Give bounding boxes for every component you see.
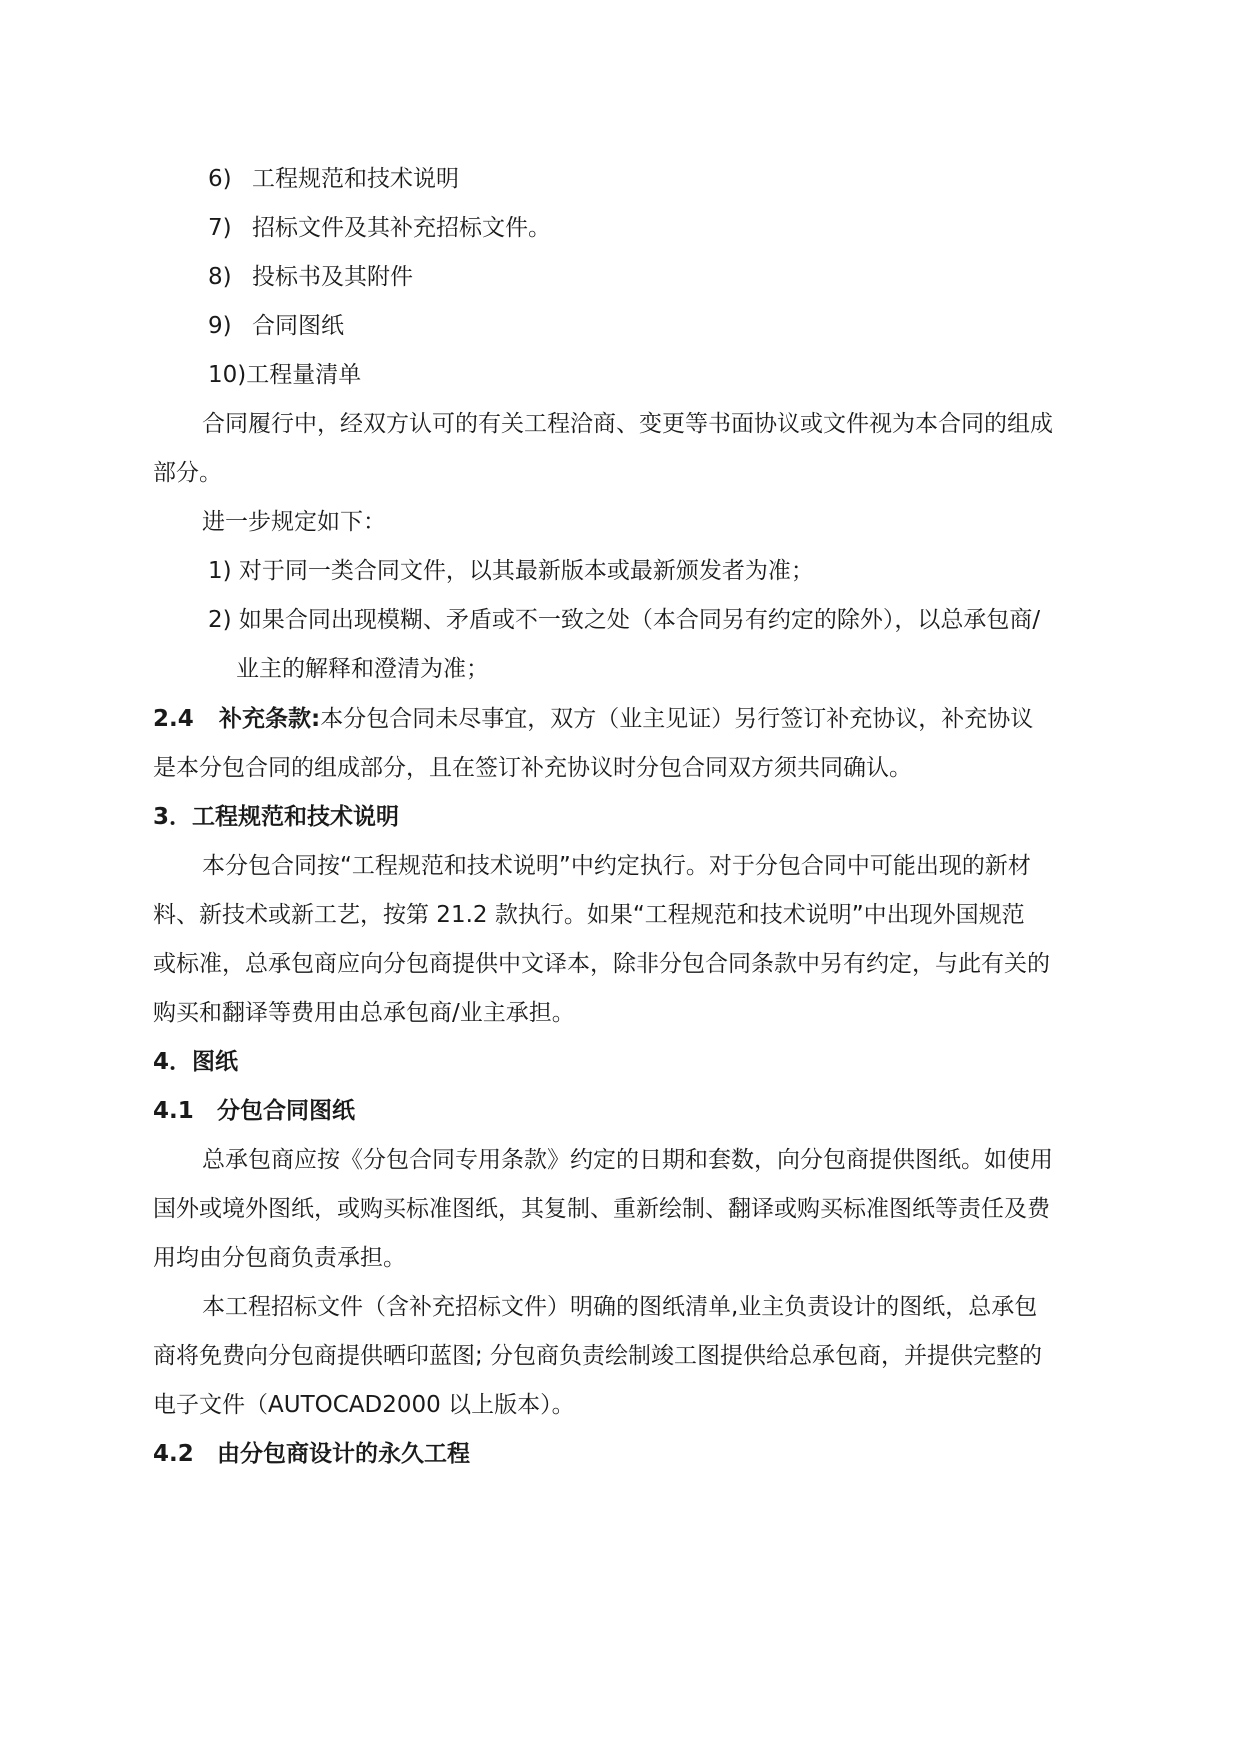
- subsection-heading: [153, 1096, 355, 1126]
- section-title: 分包合同图纸: [217, 1098, 355, 1124]
- subsection-heading: [153, 1439, 470, 1469]
- paragraph-line: 部分。: [153, 460, 222, 486]
- list-item: [208, 360, 361, 390]
- paragraph-line: 国外或境外图纸，或购买标准图纸，其复制、重新绘制、翻译或购买标准图纸等责任及费: [153, 1196, 1050, 1222]
- section-heading: 补充条款:: [219, 706, 321, 732]
- paragraph-line: 商将免费向分包商提供晒印蓝图; 分包商负责绘制竣工图提供给总承包商，并提供完整的: [153, 1343, 1043, 1369]
- rule-item: 2) 如果合同出现模糊、矛盾或不一致之处（本合同另有约定的除外），以总承包商/: [208, 607, 1041, 633]
- rule-item-continuation: 业主的解释和澄清为准；: [236, 656, 489, 682]
- paragraph-line: 本工程招标文件（含补充招标文件）明确的图纸清单,业主负责设计的图纸，总承包: [202, 1294, 1038, 1320]
- section-heading: 4．图纸: [153, 1049, 239, 1075]
- list-item-number: 6): [208, 166, 232, 192]
- section-number: 4.2: [153, 1441, 194, 1467]
- paragraph-line: 用均由分包商负责承担。: [153, 1245, 406, 1271]
- list-item-text: 工程规范和技术说明: [252, 166, 459, 192]
- section-number: 4.1: [153, 1098, 194, 1124]
- paragraph-line: 购买和翻译等费用由总承包商/业主承担。: [153, 1000, 575, 1026]
- list-item: [208, 262, 413, 292]
- list-item-text: 招标文件及其补充招标文件。: [252, 215, 551, 241]
- list-item-number: 8): [208, 264, 232, 290]
- paragraph-line: 本分包合同按“工程规范和技术说明”中约定执行。对于分包合同中可能出现的新材: [202, 853, 1031, 879]
- clause-2-4: [153, 704, 1033, 734]
- clause-text: 本分包合同未尽事宜，双方（业主见证）另行签订补充协议，补充协议: [320, 706, 1034, 732]
- list-item-number: 10): [208, 362, 247, 388]
- list-item-number: 7): [208, 215, 232, 241]
- paragraph-line: 合同履行中，经双方认可的有关工程洽商、变更等书面协议或文件视为本合同的组成: [202, 411, 1053, 437]
- paragraph-line: 进一步规定如下：: [202, 509, 386, 535]
- list-item-text: 投标书及其附件: [252, 264, 413, 290]
- list-item: [208, 213, 551, 243]
- list-item-number: 9): [208, 313, 232, 339]
- list-item-text: 合同图纸: [252, 313, 344, 339]
- paragraph-line: 或标准，总承包商应向分包商提供中文译本，除非分包合同条款中另有约定，与此有关的: [153, 951, 1050, 977]
- section-number: 2.4: [153, 706, 194, 732]
- section-title: 由分包商设计的永久工程: [217, 1441, 470, 1467]
- list-item-text: 工程量清单: [246, 362, 362, 388]
- paragraph-line: 料、新技术或新工艺，按第 21.2 款执行。如果“工程规范和技术说明”中出现外国规范: [153, 902, 1025, 928]
- paragraph-line: 电子文件（AUTOCAD2000 以上版本）。: [153, 1392, 575, 1418]
- list-item: [208, 164, 459, 194]
- paragraph-line: 总承包商应按《分包合同专用条款》约定的日期和套数，向分包商提供图纸。如使用: [202, 1147, 1053, 1173]
- paragraph-line: 是本分包合同的组成部分，且在签订补充协议时分包合同双方须共同确认。: [153, 755, 912, 781]
- list-item: [208, 311, 344, 341]
- section-heading: 3．工程规范和技术说明: [153, 804, 400, 830]
- rule-item: 1) 对于同一类合同文件，以其最新版本或最新颁发者为准；: [208, 558, 814, 584]
